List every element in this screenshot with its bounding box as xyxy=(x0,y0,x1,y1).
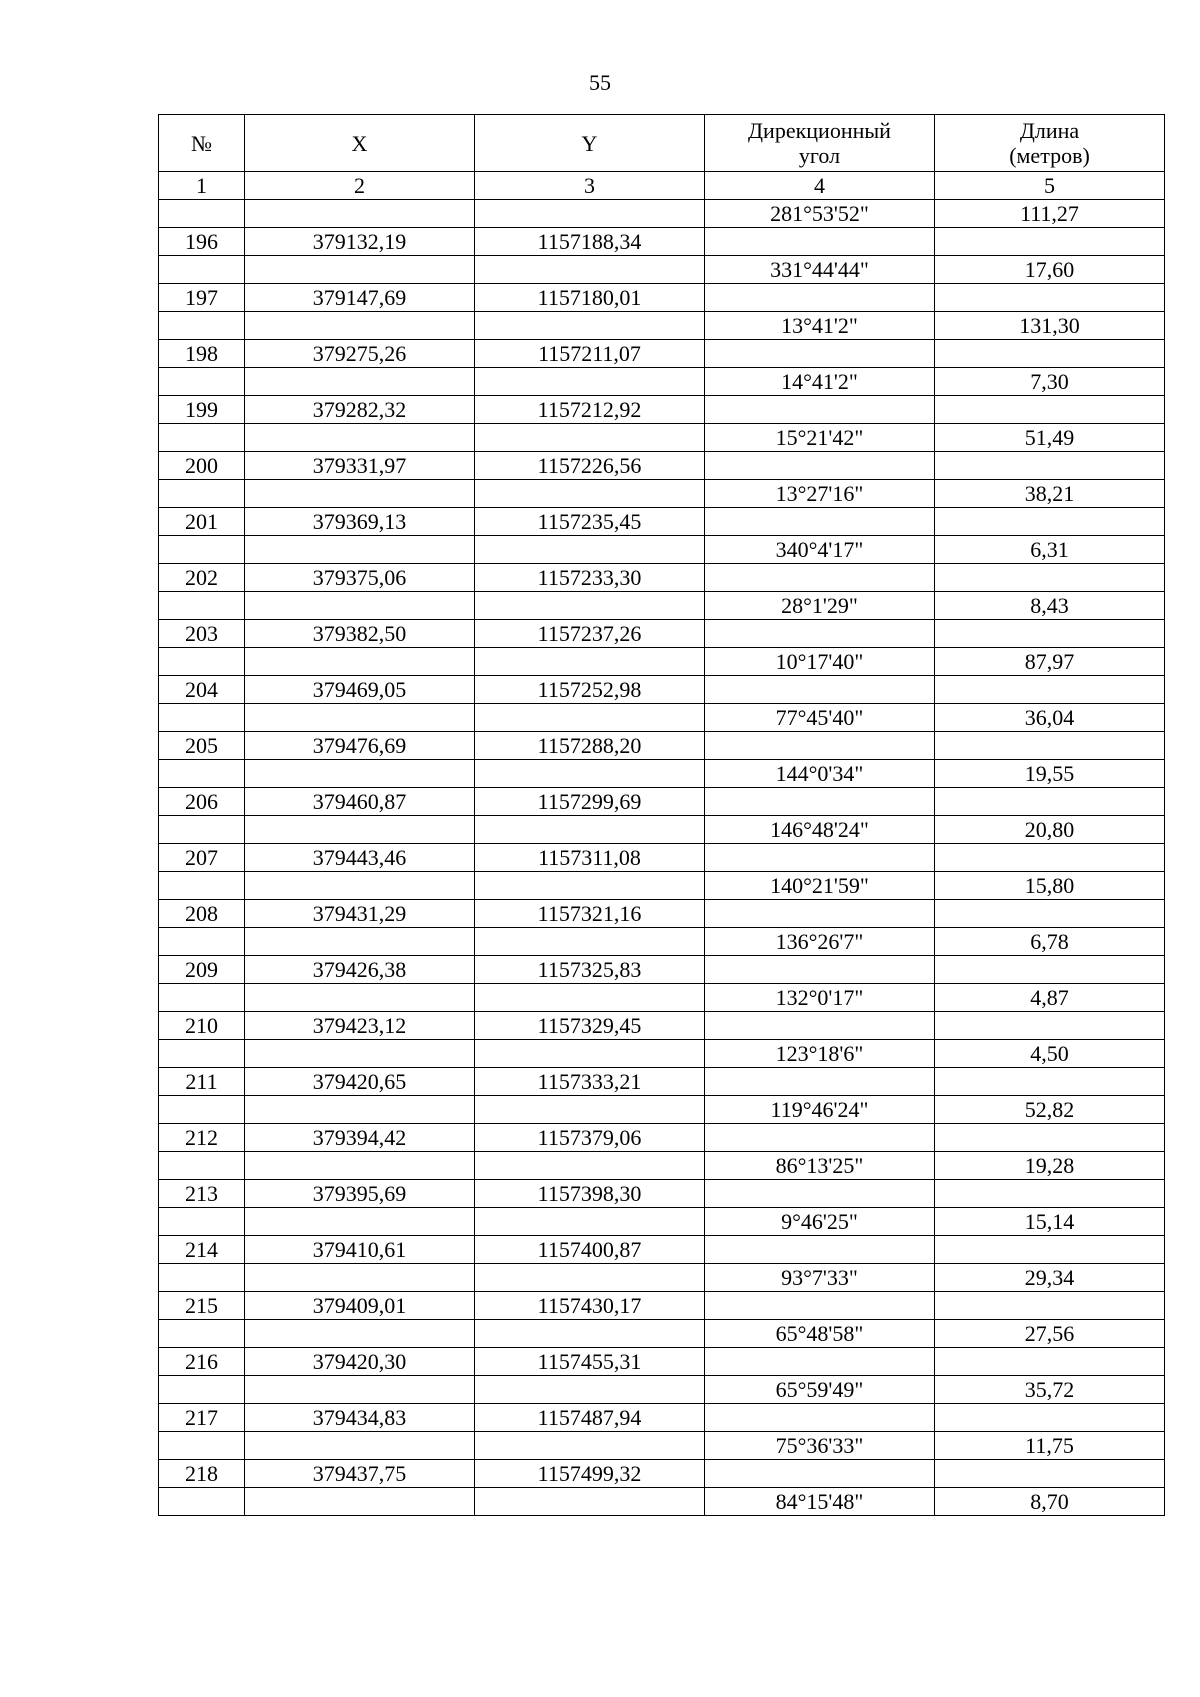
direction-angle-cell xyxy=(705,340,935,368)
point-number-cell xyxy=(159,704,245,732)
length-cell xyxy=(935,284,1165,312)
length-cell: 19,55 xyxy=(935,760,1165,788)
point-number-cell: 203 xyxy=(159,620,245,648)
y-coordinate-cell: 1157333,21 xyxy=(475,1068,705,1096)
y-coordinate-cell xyxy=(475,1432,705,1460)
direction-angle-cell: 28°1'29" xyxy=(705,592,935,620)
x-coordinate-cell xyxy=(245,704,475,732)
column-number: 3 xyxy=(475,172,705,200)
direction-angle-cell xyxy=(705,1068,935,1096)
point-number-cell xyxy=(159,480,245,508)
length-cell xyxy=(935,676,1165,704)
y-coordinate-cell: 1157325,83 xyxy=(475,956,705,984)
length-cell xyxy=(935,620,1165,648)
x-coordinate-cell xyxy=(245,648,475,676)
y-coordinate-cell: 1157430,17 xyxy=(475,1292,705,1320)
point-number-cell: 210 xyxy=(159,1012,245,1040)
direction-angle-cell xyxy=(705,1460,935,1488)
point-number-cell xyxy=(159,592,245,620)
y-coordinate-cell: 1157487,94 xyxy=(475,1404,705,1432)
point-number-cell: 213 xyxy=(159,1180,245,1208)
direction-angle-cell: 136°26'7" xyxy=(705,928,935,956)
table-row xyxy=(159,732,1165,760)
x-coordinate-cell xyxy=(245,312,475,340)
direction-angle-cell: 93°7'33" xyxy=(705,1264,935,1292)
y-coordinate-cell: 1157379,06 xyxy=(475,1124,705,1152)
point-number-cell xyxy=(159,256,245,284)
header-direction-angle: Дирекционный угол xyxy=(705,115,935,172)
y-coordinate-cell xyxy=(475,480,705,508)
length-cell xyxy=(935,1404,1165,1432)
length-cell: 27,56 xyxy=(935,1320,1165,1348)
length-cell xyxy=(935,564,1165,592)
table-row xyxy=(159,1460,1165,1488)
x-coordinate-cell xyxy=(245,984,475,1012)
direction-angle-cell: 9°46'25" xyxy=(705,1208,935,1236)
table-row xyxy=(159,312,1165,340)
direction-angle-cell xyxy=(705,1292,935,1320)
y-coordinate-cell: 1157321,16 xyxy=(475,900,705,928)
x-coordinate-cell xyxy=(245,592,475,620)
y-coordinate-cell xyxy=(475,1040,705,1068)
table-row xyxy=(159,1348,1165,1376)
y-coordinate-cell: 1157226,56 xyxy=(475,452,705,480)
x-coordinate-cell: 379431,29 xyxy=(245,900,475,928)
y-coordinate-cell xyxy=(475,368,705,396)
column-number-row xyxy=(159,172,1165,200)
length-cell: 35,72 xyxy=(935,1376,1165,1404)
y-coordinate-cell xyxy=(475,760,705,788)
table-row xyxy=(159,536,1165,564)
length-cell xyxy=(935,1236,1165,1264)
direction-angle-cell: 13°41'2" xyxy=(705,312,935,340)
x-coordinate-cell: 379147,69 xyxy=(245,284,475,312)
table-row xyxy=(159,508,1165,536)
point-number-cell: 201 xyxy=(159,508,245,536)
length-cell: 51,49 xyxy=(935,424,1165,452)
x-coordinate-cell: 379331,97 xyxy=(245,452,475,480)
direction-angle-cell xyxy=(705,900,935,928)
table-row xyxy=(159,1488,1165,1516)
column-number: 2 xyxy=(245,172,475,200)
length-cell: 7,30 xyxy=(935,368,1165,396)
table-row xyxy=(159,1068,1165,1096)
direction-angle-cell: 75°36'33" xyxy=(705,1432,935,1460)
table-row xyxy=(159,620,1165,648)
table-row xyxy=(159,872,1165,900)
table-row xyxy=(159,1040,1165,1068)
y-coordinate-cell: 1157180,01 xyxy=(475,284,705,312)
y-coordinate-cell: 1157400,87 xyxy=(475,1236,705,1264)
x-coordinate-cell xyxy=(245,256,475,284)
direction-angle-cell xyxy=(705,844,935,872)
y-coordinate-cell: 1157211,07 xyxy=(475,340,705,368)
length-cell: 11,75 xyxy=(935,1432,1165,1460)
length-cell: 6,78 xyxy=(935,928,1165,956)
y-coordinate-cell: 1157235,45 xyxy=(475,508,705,536)
y-coordinate-cell xyxy=(475,424,705,452)
direction-angle-cell: 146°48'24" xyxy=(705,816,935,844)
table-row xyxy=(159,1264,1165,1292)
header-row xyxy=(159,115,1165,172)
x-coordinate-cell: 379394,42 xyxy=(245,1124,475,1152)
length-cell xyxy=(935,844,1165,872)
point-number-cell: 207 xyxy=(159,844,245,872)
length-cell: 4,50 xyxy=(935,1040,1165,1068)
direction-angle-cell xyxy=(705,564,935,592)
x-coordinate-cell xyxy=(245,368,475,396)
point-number-cell xyxy=(159,200,245,228)
direction-angle-cell xyxy=(705,1404,935,1432)
length-cell: 52,82 xyxy=(935,1096,1165,1124)
table-row xyxy=(159,676,1165,704)
x-coordinate-cell: 379426,38 xyxy=(245,956,475,984)
point-number-cell xyxy=(159,648,245,676)
point-number-cell: 217 xyxy=(159,1404,245,1432)
y-coordinate-cell: 1157233,30 xyxy=(475,564,705,592)
length-cell xyxy=(935,452,1165,480)
x-coordinate-cell: 379437,75 xyxy=(245,1460,475,1488)
table-row xyxy=(159,1292,1165,1320)
point-number-cell: 214 xyxy=(159,1236,245,1264)
point-number-cell xyxy=(159,760,245,788)
direction-angle-cell xyxy=(705,1236,935,1264)
header-length: Длина (метров) xyxy=(935,115,1165,172)
column-number: 4 xyxy=(705,172,935,200)
table-row xyxy=(159,424,1165,452)
length-cell: 6,31 xyxy=(935,536,1165,564)
table-row xyxy=(159,1404,1165,1432)
point-number-cell: 204 xyxy=(159,676,245,704)
header-num: № xyxy=(159,115,245,172)
x-coordinate-cell xyxy=(245,200,475,228)
direction-angle-cell xyxy=(705,956,935,984)
point-number-cell xyxy=(159,928,245,956)
table-row xyxy=(159,284,1165,312)
point-number-cell: 216 xyxy=(159,1348,245,1376)
length-cell xyxy=(935,1068,1165,1096)
length-cell xyxy=(935,1180,1165,1208)
direction-angle-cell xyxy=(705,1124,935,1152)
point-number-cell: 212 xyxy=(159,1124,245,1152)
y-coordinate-cell xyxy=(475,200,705,228)
point-number-cell xyxy=(159,312,245,340)
length-cell xyxy=(935,1460,1165,1488)
header-x: X xyxy=(245,115,475,172)
table-row xyxy=(159,480,1165,508)
direction-angle-cell: 14°41'2" xyxy=(705,368,935,396)
table-row xyxy=(159,1096,1165,1124)
direction-angle-cell xyxy=(705,228,935,256)
point-number-cell xyxy=(159,1096,245,1124)
x-coordinate-cell: 379410,61 xyxy=(245,1236,475,1264)
direction-angle-cell: 340°4'17" xyxy=(705,536,935,564)
y-coordinate-cell xyxy=(475,816,705,844)
length-cell: 20,80 xyxy=(935,816,1165,844)
page-number: 55 xyxy=(589,70,611,95)
length-cell xyxy=(935,900,1165,928)
x-coordinate-cell xyxy=(245,928,475,956)
length-cell xyxy=(935,1348,1165,1376)
point-number-cell: 202 xyxy=(159,564,245,592)
length-cell xyxy=(935,1124,1165,1152)
x-coordinate-cell: 379369,13 xyxy=(245,508,475,536)
point-number-cell: 218 xyxy=(159,1460,245,1488)
y-coordinate-cell xyxy=(475,872,705,900)
table-row xyxy=(159,368,1165,396)
table-row xyxy=(159,788,1165,816)
y-coordinate-cell: 1157212,92 xyxy=(475,396,705,424)
table-row xyxy=(159,928,1165,956)
x-coordinate-cell: 379460,87 xyxy=(245,788,475,816)
x-coordinate-cell: 379275,26 xyxy=(245,340,475,368)
table-row xyxy=(159,1432,1165,1460)
x-coordinate-cell xyxy=(245,424,475,452)
length-cell xyxy=(935,508,1165,536)
point-number-cell xyxy=(159,1208,245,1236)
table-row xyxy=(159,200,1165,228)
direction-angle-cell: 132°0'17" xyxy=(705,984,935,1012)
y-coordinate-cell xyxy=(475,928,705,956)
x-coordinate-cell xyxy=(245,760,475,788)
x-coordinate-cell xyxy=(245,1264,475,1292)
table-row xyxy=(159,256,1165,284)
length-cell xyxy=(935,340,1165,368)
y-coordinate-cell xyxy=(475,1096,705,1124)
column-number: 5 xyxy=(935,172,1165,200)
table-row xyxy=(159,1208,1165,1236)
table-row xyxy=(159,1376,1165,1404)
point-number-cell: 211 xyxy=(159,1068,245,1096)
length-cell: 15,80 xyxy=(935,872,1165,900)
direction-angle-cell: 86°13'25" xyxy=(705,1152,935,1180)
y-coordinate-cell xyxy=(475,1376,705,1404)
length-cell xyxy=(935,228,1165,256)
direction-angle-cell xyxy=(705,452,935,480)
direction-angle-cell xyxy=(705,732,935,760)
y-coordinate-cell xyxy=(475,1208,705,1236)
x-coordinate-cell: 379395,69 xyxy=(245,1180,475,1208)
point-number-cell: 197 xyxy=(159,284,245,312)
y-coordinate-cell: 1157237,26 xyxy=(475,620,705,648)
length-cell: 87,97 xyxy=(935,648,1165,676)
x-coordinate-cell xyxy=(245,1376,475,1404)
x-coordinate-cell xyxy=(245,1488,475,1516)
point-number-cell: 198 xyxy=(159,340,245,368)
x-coordinate-cell xyxy=(245,1040,475,1068)
point-number-cell xyxy=(159,1376,245,1404)
table-row xyxy=(159,956,1165,984)
x-coordinate-cell: 379420,30 xyxy=(245,1348,475,1376)
table-row xyxy=(159,592,1165,620)
table-row xyxy=(159,564,1165,592)
direction-angle-cell: 65°48'58" xyxy=(705,1320,935,1348)
length-cell: 15,14 xyxy=(935,1208,1165,1236)
length-cell xyxy=(935,788,1165,816)
table-row xyxy=(159,1152,1165,1180)
point-number-cell: 200 xyxy=(159,452,245,480)
x-coordinate-cell: 379443,46 xyxy=(245,844,475,872)
point-number-cell: 215 xyxy=(159,1292,245,1320)
table-row xyxy=(159,1124,1165,1152)
y-coordinate-cell: 1157299,69 xyxy=(475,788,705,816)
x-coordinate-cell xyxy=(245,536,475,564)
x-coordinate-cell: 379434,83 xyxy=(245,1404,475,1432)
point-number-cell xyxy=(159,872,245,900)
table-row xyxy=(159,900,1165,928)
length-cell xyxy=(935,956,1165,984)
direction-angle-cell xyxy=(705,396,935,424)
length-cell: 17,60 xyxy=(935,256,1165,284)
table-row xyxy=(159,984,1165,1012)
y-coordinate-cell: 1157311,08 xyxy=(475,844,705,872)
x-coordinate-cell xyxy=(245,1320,475,1348)
x-coordinate-cell xyxy=(245,1208,475,1236)
length-cell: 8,43 xyxy=(935,592,1165,620)
length-cell xyxy=(935,732,1165,760)
table-row xyxy=(159,452,1165,480)
point-number-cell: 206 xyxy=(159,788,245,816)
direction-angle-cell xyxy=(705,1348,935,1376)
point-number-cell xyxy=(159,1488,245,1516)
length-cell: 131,30 xyxy=(935,312,1165,340)
point-number-cell xyxy=(159,1152,245,1180)
point-number-cell xyxy=(159,536,245,564)
table-row xyxy=(159,1236,1165,1264)
length-cell: 19,28 xyxy=(935,1152,1165,1180)
x-coordinate-cell: 379420,65 xyxy=(245,1068,475,1096)
length-cell: 29,34 xyxy=(935,1264,1165,1292)
length-cell xyxy=(935,1012,1165,1040)
y-coordinate-cell: 1157252,98 xyxy=(475,676,705,704)
y-coordinate-cell: 1157398,30 xyxy=(475,1180,705,1208)
direction-angle-cell: 13°27'16" xyxy=(705,480,935,508)
direction-angle-cell: 140°21'59" xyxy=(705,872,935,900)
table-row xyxy=(159,760,1165,788)
direction-angle-cell: 144°0'34" xyxy=(705,760,935,788)
point-number-cell xyxy=(159,424,245,452)
point-number-cell: 208 xyxy=(159,900,245,928)
x-coordinate-cell: 379282,32 xyxy=(245,396,475,424)
table-row xyxy=(159,816,1165,844)
x-coordinate-cell: 379382,50 xyxy=(245,620,475,648)
y-coordinate-cell xyxy=(475,592,705,620)
y-coordinate-cell xyxy=(475,1152,705,1180)
direction-angle-cell: 77°45'40" xyxy=(705,704,935,732)
point-number-cell xyxy=(159,368,245,396)
coordinates-table xyxy=(158,114,1165,1516)
x-coordinate-cell: 379476,69 xyxy=(245,732,475,760)
y-coordinate-cell: 1157288,20 xyxy=(475,732,705,760)
length-cell: 8,70 xyxy=(935,1488,1165,1516)
y-coordinate-cell xyxy=(475,256,705,284)
table-row xyxy=(159,648,1165,676)
point-number-cell xyxy=(159,816,245,844)
point-number-cell: 196 xyxy=(159,228,245,256)
y-coordinate-cell: 1157455,31 xyxy=(475,1348,705,1376)
x-coordinate-cell xyxy=(245,1096,475,1124)
x-coordinate-cell: 379132,19 xyxy=(245,228,475,256)
column-number: 1 xyxy=(159,172,245,200)
point-number-cell: 209 xyxy=(159,956,245,984)
direction-angle-cell: 84°15'48" xyxy=(705,1488,935,1516)
length-cell: 111,27 xyxy=(935,200,1165,228)
point-number-cell xyxy=(159,984,245,1012)
table-row xyxy=(159,844,1165,872)
length-cell: 38,21 xyxy=(935,480,1165,508)
header-y: Y xyxy=(475,115,705,172)
y-coordinate-cell xyxy=(475,312,705,340)
direction-angle-cell xyxy=(705,620,935,648)
direction-angle-cell: 123°18'6" xyxy=(705,1040,935,1068)
x-coordinate-cell: 379423,12 xyxy=(245,1012,475,1040)
y-coordinate-cell xyxy=(475,1264,705,1292)
direction-angle-cell xyxy=(705,1012,935,1040)
table-row xyxy=(159,396,1165,424)
y-coordinate-cell: 1157329,45 xyxy=(475,1012,705,1040)
x-coordinate-cell: 379375,06 xyxy=(245,564,475,592)
table-row xyxy=(159,340,1165,368)
direction-angle-cell xyxy=(705,676,935,704)
table-row xyxy=(159,1320,1165,1348)
y-coordinate-cell xyxy=(475,648,705,676)
length-cell: 36,04 xyxy=(935,704,1165,732)
length-cell: 4,87 xyxy=(935,984,1165,1012)
direction-angle-cell xyxy=(705,788,935,816)
direction-angle-cell: 10°17'40" xyxy=(705,648,935,676)
x-coordinate-cell: 379409,01 xyxy=(245,1292,475,1320)
x-coordinate-cell xyxy=(245,816,475,844)
x-coordinate-cell: 379469,05 xyxy=(245,676,475,704)
table-row xyxy=(159,1180,1165,1208)
direction-angle-cell xyxy=(705,284,935,312)
direction-angle-cell xyxy=(705,1180,935,1208)
table-row xyxy=(159,228,1165,256)
direction-angle-cell: 65°59'49" xyxy=(705,1376,935,1404)
y-coordinate-cell xyxy=(475,1320,705,1348)
x-coordinate-cell xyxy=(245,480,475,508)
length-cell xyxy=(935,396,1165,424)
point-number-cell xyxy=(159,1320,245,1348)
direction-angle-cell: 119°46'24" xyxy=(705,1096,935,1124)
x-coordinate-cell xyxy=(245,1152,475,1180)
table-row xyxy=(159,704,1165,732)
point-number-cell xyxy=(159,1040,245,1068)
point-number-cell xyxy=(159,1432,245,1460)
point-number-cell xyxy=(159,1264,245,1292)
y-coordinate-cell xyxy=(475,704,705,732)
table-row xyxy=(159,1012,1165,1040)
y-coordinate-cell: 1157188,34 xyxy=(475,228,705,256)
x-coordinate-cell xyxy=(245,1432,475,1460)
y-coordinate-cell: 1157499,32 xyxy=(475,1460,705,1488)
y-coordinate-cell xyxy=(475,536,705,564)
y-coordinate-cell xyxy=(475,1488,705,1516)
y-coordinate-cell xyxy=(475,984,705,1012)
direction-angle-cell xyxy=(705,508,935,536)
point-number-cell: 199 xyxy=(159,396,245,424)
table-body xyxy=(159,200,1165,1516)
direction-angle-cell: 281°53'52" xyxy=(705,200,935,228)
x-coordinate-cell xyxy=(245,872,475,900)
direction-angle-cell: 331°44'44" xyxy=(705,256,935,284)
direction-angle-cell: 15°21'42" xyxy=(705,424,935,452)
length-cell xyxy=(935,1292,1165,1320)
point-number-cell: 205 xyxy=(159,732,245,760)
